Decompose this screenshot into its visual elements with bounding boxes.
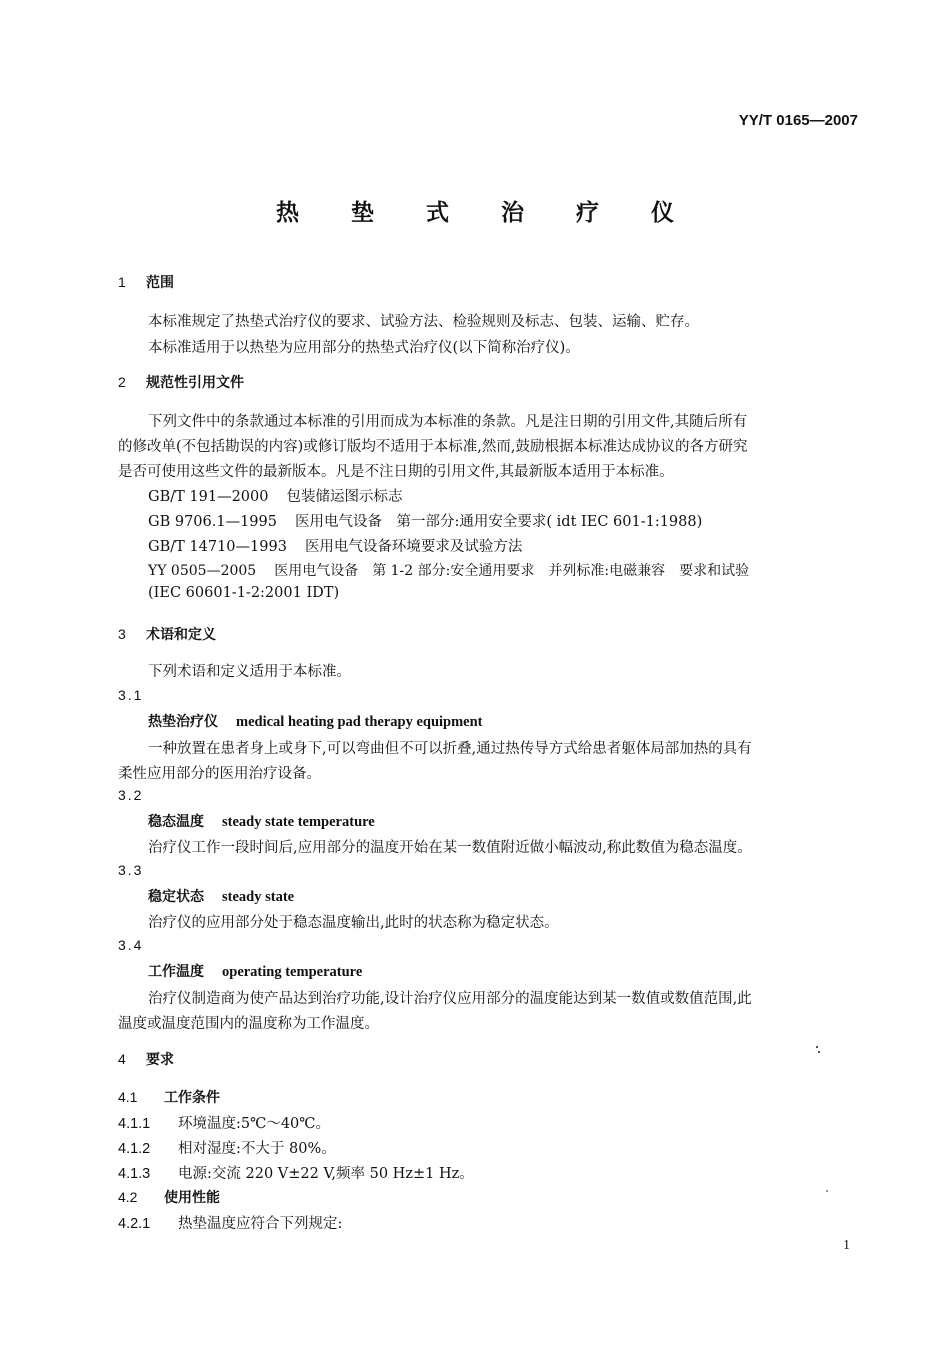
clause-text: 电源:交流 220 V±22 V,频率 50 Hz±1 Hz。: [178, 1166, 474, 1182]
subsection-number: 4.2: [118, 1189, 138, 1205]
reference-code: GB/T 14710—1993: [148, 539, 287, 555]
paragraph: 下列术语和定义适用于本标准。: [148, 664, 351, 680]
term-heading: [148, 961, 362, 981]
term-en: medical heating pad therapy equipment: [236, 714, 483, 730]
clause-item: [118, 1137, 336, 1158]
section-3-heading: [118, 624, 216, 644]
section-title: 术语和定义: [146, 627, 216, 643]
reference-title: 医用电气设备 第一部分:通用安全要求( idt IEC 601-1:1988): [295, 514, 703, 530]
term-zh: 工作温度: [148, 964, 204, 980]
scan-speck: [826, 1190, 828, 1192]
paragraph: 的修改单(不包括勘误的内容)或修订版均不适用于本标准,然而,鼓励根据本标准达成协议的各方研究: [118, 439, 748, 455]
term-en: operating temperature: [222, 964, 363, 980]
section-number: 4: [118, 1051, 126, 1067]
paragraph: 本标准规定了热垫式治疗仪的要求、试验方法、检验规则及标志、包装、运输、贮存。: [148, 314, 699, 330]
scan-speck: [818, 1051, 820, 1053]
section-4-heading: [118, 1049, 174, 1069]
clause-text: 相对湿度:不大于 80%。: [178, 1141, 336, 1157]
clause-item: [118, 1162, 474, 1183]
term-definition: 柔性应用部分的医用治疗设备。: [118, 766, 321, 782]
subsection-number: 4.1: [118, 1089, 138, 1105]
reference-title: 包装储运图示标志: [286, 489, 403, 505]
clause-item: [118, 1212, 342, 1233]
term-zh: 稳定状态: [148, 889, 204, 905]
clause-number: 3.1: [118, 687, 144, 703]
subsection-heading: [118, 1187, 220, 1207]
term-en: steady state: [222, 889, 295, 905]
term-definition: 治疗仪工作一段时间后,应用部分的温度开始在某一数值附近做小幅波动,称此数值为稳态温度。: [148, 840, 752, 856]
clause-item: [118, 1112, 330, 1133]
term-zh: 稳态温度: [148, 814, 204, 830]
term-definition: 治疗仪制造商为使产品达到治疗功能,设计治疗仪应用部分的温度能达到某一数值或数值范围,此: [148, 991, 752, 1007]
clause-text: 环境温度:5℃～40℃。: [178, 1116, 331, 1132]
term-definition: 温度或温度范围内的温度称为工作温度。: [118, 1016, 379, 1032]
page-number: 1: [843, 1238, 850, 1253]
section-number: 1: [118, 274, 126, 290]
term-en: steady state temperature: [222, 814, 375, 830]
reference-continuation: (IEC 60601-1-2:2001 IDT): [148, 585, 340, 601]
paragraph: 本标准适用于以热垫为应用部分的热垫式治疗仪(以下简称治疗仪)。: [148, 340, 580, 356]
section-title: 规范性引用文件: [146, 375, 244, 391]
clause-number: 4.1.1: [118, 1116, 151, 1132]
clause-number: 3.4: [118, 937, 144, 953]
section-number: 2: [118, 374, 126, 390]
subsection-title: 使用性能: [164, 1190, 220, 1206]
reference-code: GB/T 191—2000: [148, 489, 269, 505]
section-title: 范围: [146, 275, 174, 291]
clause-text: 热垫温度应符合下列规定:: [178, 1216, 343, 1232]
reference-code: GB 9706.1—1995: [148, 514, 277, 530]
section-2-heading: [118, 372, 244, 392]
subsection-heading: [118, 1087, 220, 1107]
clause-number: 4.1.3: [118, 1166, 151, 1182]
reference-item: [148, 485, 402, 506]
term-heading: [148, 711, 483, 731]
section-number: 3: [118, 626, 126, 642]
reference-item: [148, 560, 749, 580]
clause-number: 4.2.1: [118, 1216, 151, 1232]
paragraph: 是否可使用这些文件的最新版本。凡是不注日期的引用文件,其最新版本适用于本标准。: [118, 464, 674, 480]
paragraph: 下列文件中的条款通过本标准的引用而成为本标准的条款。凡是注日期的引用文件,其随后所有: [148, 414, 748, 430]
scan-speck: [816, 1046, 818, 1048]
section-1-heading: [118, 272, 174, 292]
term-heading: [148, 886, 294, 906]
term-heading: [148, 811, 375, 831]
reference-code: YY 0505—2005: [148, 563, 257, 579]
clause-number: 3.3: [118, 862, 144, 878]
term-zh: 热垫治疗仪: [148, 714, 218, 730]
term-definition: 治疗仪的应用部分处于稳态温度输出,此时的状态称为稳定状态。: [148, 915, 559, 931]
reference-title: 医用电气设备 第 1-2 部分:安全通用要求 并列标准:电磁兼容 要求和试验: [274, 563, 750, 579]
term-definition: 一种放置在患者身上或身下,可以弯曲但不可以折叠,通过热传导方式给患者躯体局部加热的具有: [148, 741, 752, 757]
standard-code: YY/T 0165—2007: [738, 112, 858, 129]
clause-number: 4.1.2: [118, 1141, 151, 1157]
subsection-title: 工作条件: [164, 1090, 220, 1106]
document-title: 热 垫 式 治 疗 仪: [275, 200, 697, 226]
reference-item: [148, 510, 702, 531]
clause-number: 3.2: [118, 787, 144, 803]
section-title: 要求: [146, 1052, 174, 1068]
reference-title: 医用电气设备环境要求及试验方法: [304, 539, 523, 555]
reference-item: [148, 535, 522, 556]
